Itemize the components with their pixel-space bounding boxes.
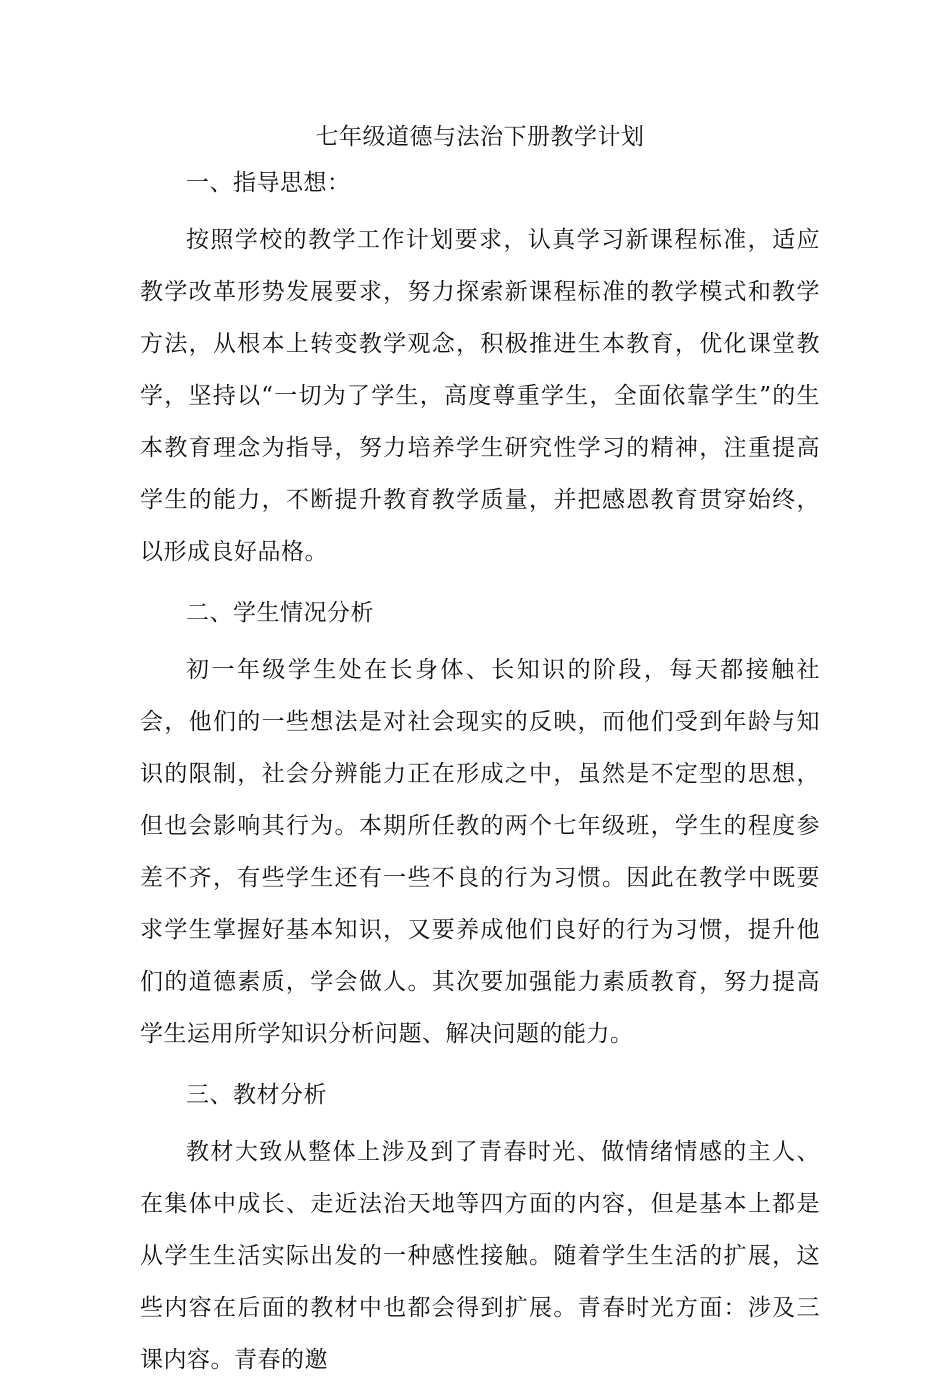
section-paragraph-guiding-ideology: 按照学校的教学工作计划要求，认真学习新课程标准，适应教学改革形势发展要求，努力探索新课程标准的教学模式和教学方法，从根本上转变教学观念，积极推进生本教育，优化课堂教学，坚持以“一切为了学生，高度尊重学生，全面依靠学生”的生本教育理念为指导，努力培养学生研究性学习的精神，注重提高学生的能力，不断提升教育教学质量，并把感恩教育贯穿始终，以形成良好品格。 [140, 227, 820, 565]
document-body [140, 118, 820, 1386]
section-heading-textbook-analysis: 三、教材分析 [186, 1082, 327, 1108]
document-title: 七年级道德与法治下册教学计划 [315, 124, 645, 150]
section-paragraph-student-analysis: 初一年级学生处在长身体、长知识的阶段，每天都接触社会，他们的一些想法是对社会现实的反映，而他们受到年龄与知识的限制，社会分辨能力正在形成之中，虽然是不定型的思想，但也会影响其行为。本期所任教的两个七年级班，学生的程度参差不齐，有些学生还有一些不良的行为习惯。因此在教学中既要求学生掌握好基本知识，又要养成他们良好的行为习惯，提升他们的道德素质，学会做人。其次要加强能力素质教育，努力提高学生运用所学知识分析问题、解决问题的能力。 [140, 657, 820, 1047]
section-heading-student-analysis: 二、学生情况分析 [186, 600, 374, 626]
section-heading-guiding-ideology: 一、指导思想： [186, 170, 351, 196]
section-paragraph-textbook-analysis: 教材大致从整体上涉及到了青春时光、做情绪情感的主人、在集体中成长、走近法治天地等四方面的内容，但是基本上都是从学生生活实际出发的一种感性接触。随着学生生活的扩展，这些内容在后面的教材中也都会得到扩展。青春时光方面：涉及三课内容。青春的邀 [140, 1139, 820, 1373]
